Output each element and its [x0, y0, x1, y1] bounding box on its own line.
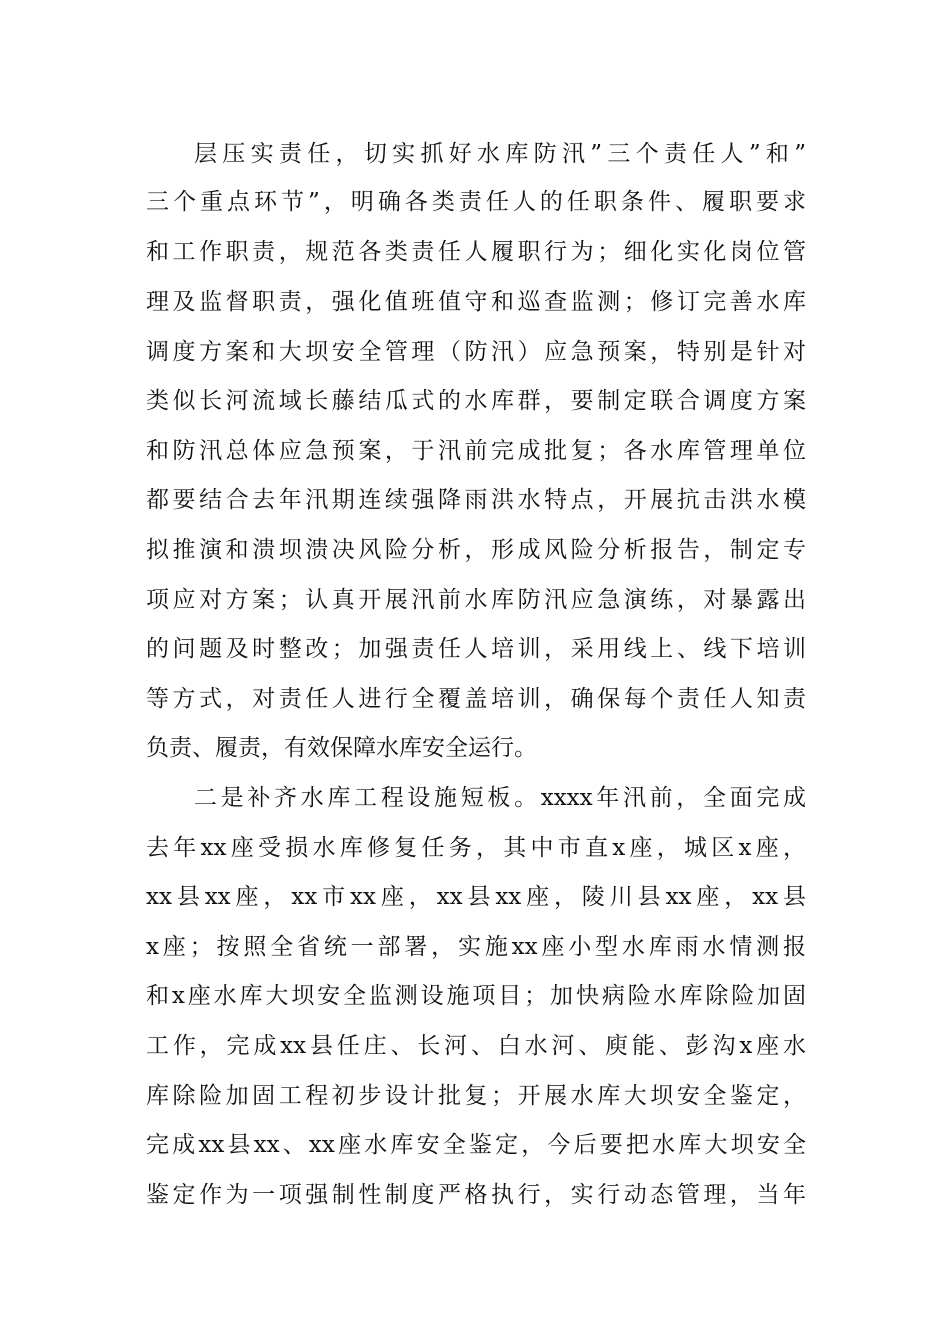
- paragraph-1-line-13: 负责、履责，有效保障水库安全运行。: [146, 735, 537, 761]
- paragraph-2-line-8: 完成xx县xx、xx座水库安全鉴定，今后要把水库大坝安全: [146, 1132, 806, 1158]
- paragraph-1-line-11: 的问题及时整改；加强责任人培训，采用线上、线下培训: [146, 636, 806, 662]
- paragraph-2-line-9: 鉴定作为一项强制性制度严格执行，实行动态管理，当年: [146, 1182, 806, 1208]
- paragraph-1-line-4: 理及监督职责，强化值班值守和巡查监测；修订完善水库: [146, 289, 806, 315]
- paragraph-1-line-2: 三个重点环节”，明确各类责任人的任职条件、履职要求: [146, 189, 806, 215]
- paragraph-2-line-2: 去年xx座受损水库修复任务，其中市直x座，城区x座，: [146, 835, 806, 861]
- paragraph-1-line-10: 项应对方案；认真开展汛前水库防汛应急演练，对暴露出: [146, 587, 806, 613]
- paragraph-1-line-8: 都要结合去年汛期连续强降雨洪水特点，开展抗击洪水模: [146, 487, 806, 513]
- paragraph-1-line-7: 和防汛总体应急预案，于汛前完成批复；各水库管理单位: [146, 438, 806, 464]
- paragraph-2-line-5: 和x座水库大坝安全监测设施项目；加快病险水库除险加固: [146, 983, 806, 1009]
- paragraph-1-line-3: 和工作职责，规范各类责任人履职行为；细化实化岗位管: [146, 239, 806, 265]
- paragraph-2-line-6: 工作，完成xx县任庄、长河、白水河、庾能、彭沟x座水: [146, 1033, 806, 1059]
- paragraph-2-line-3: xx县xx座，xx市xx座，xx县xx座，陵川县xx座，xx县: [146, 884, 806, 910]
- paragraph-1-line-9: 拟推演和溃坝溃决风险分析，形成风险分析报告，制定专: [146, 537, 806, 563]
- paragraph-2-line-4: x座；按照全省统一部署，实施xx座小型水库雨水情测报: [146, 934, 806, 960]
- paragraph-1-line-1: 层压实责任，切实抓好水库防汛”三个责任人”和”: [194, 141, 806, 167]
- paragraph-2-line-1: 二是补齐水库工程设施短板。xxxx年汛前，全面完成: [194, 785, 806, 811]
- paragraph-1-line-5: 调度方案和大坝安全管理（防汛）应急预案，特别是针对: [146, 339, 806, 365]
- paragraph-2-line-7: 库除险加固工程初步设计批复；开展水库大坝安全鉴定，: [146, 1083, 806, 1109]
- paragraph-1-line-12: 等方式，对责任人进行全覆盖培训，确保每个责任人知责: [146, 686, 806, 712]
- paragraph-1-line-6: 类似长河流域长藤结瓜式的水库群，要制定联合调度方案: [146, 388, 806, 414]
